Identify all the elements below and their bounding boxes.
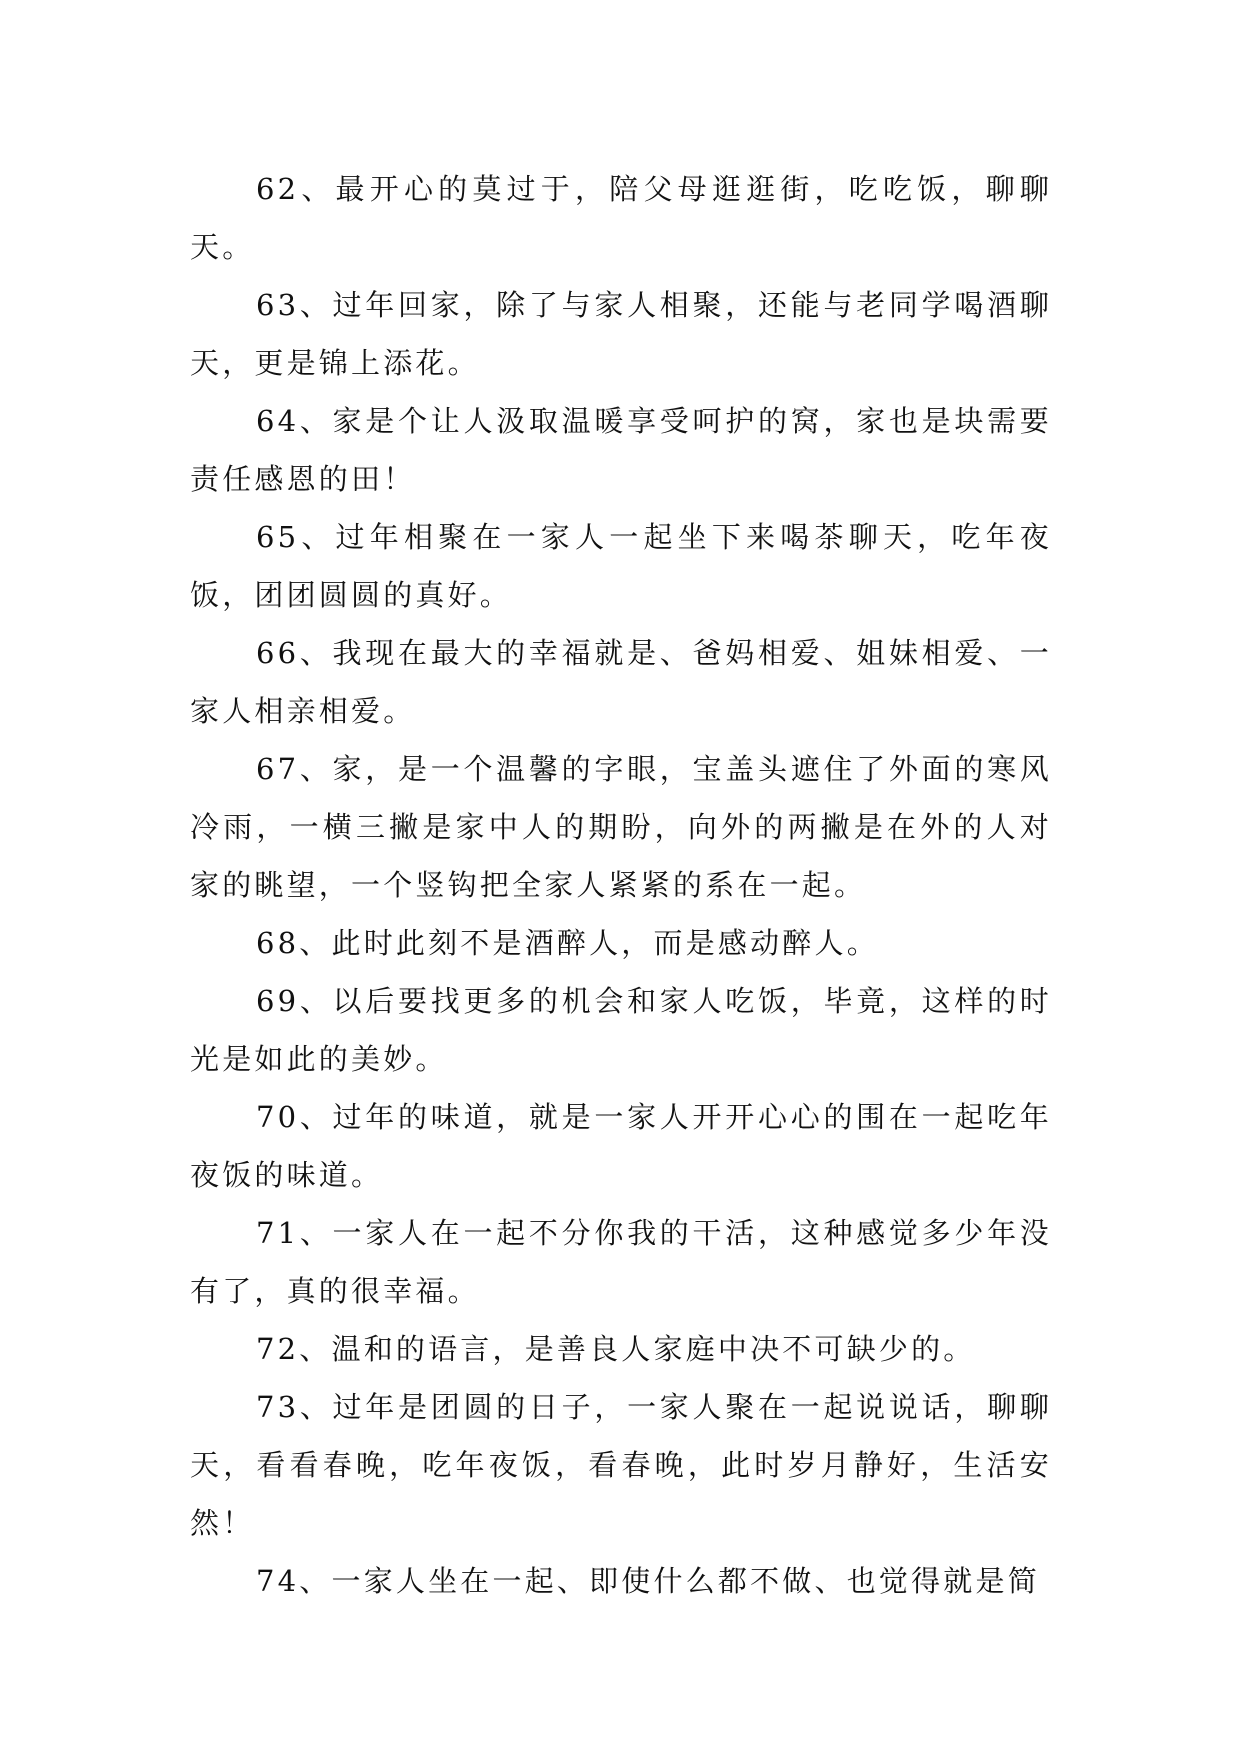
paragraph-71: 71、一家人在一起不分你我的干活，这种感觉多少年没有了，真的很幸福。 — [190, 1216, 1052, 1308]
paragraph-73: 73、过年是团圆的日子，一家人聚在一起说说话，聊聊天，看看春晚，吃年夜饭，看春晚，此时岁月静好，生活安然！ — [190, 1390, 1052, 1540]
paragraph-63: 63、过年回家，除了与家人相聚，还能与老同学喝酒聊天，更是锦上添花。 — [190, 288, 1052, 380]
paragraph-68: 68、此时此刻不是酒醉人，而是感动醉人。 — [256, 926, 879, 960]
document-body — [190, 160, 1052, 1610]
paragraph-64: 64、家是个让人汲取温暖享受呵护的窝，家也是块需要责任感恩的田！ — [190, 404, 1052, 496]
paragraph-62: 62、最开心的莫过于，陪父母逛逛街，吃吃饭，聊聊天。 — [190, 172, 1052, 264]
paragraph-72: 72、温和的语言，是善良人家庭中决不可缺少的。 — [256, 1332, 976, 1366]
paragraph-70: 70、过年的味道，就是一家人开开心心的围在一起吃年夜饭的味道。 — [190, 1100, 1052, 1192]
paragraph-74: 74、一家人坐在一起、即使什么都不做、也觉得就是简 — [256, 1564, 1040, 1598]
paragraph-67: 67、家，是一个温馨的字眼，宝盖头遮住了外面的寒风冷雨，一横三撇是家中人的期盼，向外的两撇是在外的人对家的眺望，一个竖钩把全家人紧紧的系在一起。 — [190, 752, 1052, 902]
paragraph-65: 65、过年相聚在一家人一起坐下来喝茶聊天，吃年夜饭，团团圆圆的真好。 — [190, 520, 1052, 612]
paragraph-66: 66、我现在最大的幸福就是、爸妈相爱、姐妹相爱、一家人相亲相爱。 — [190, 636, 1052, 728]
paragraph-69: 69、以后要找更多的机会和家人吃饭，毕竟，这样的时光是如此的美妙。 — [190, 984, 1052, 1076]
